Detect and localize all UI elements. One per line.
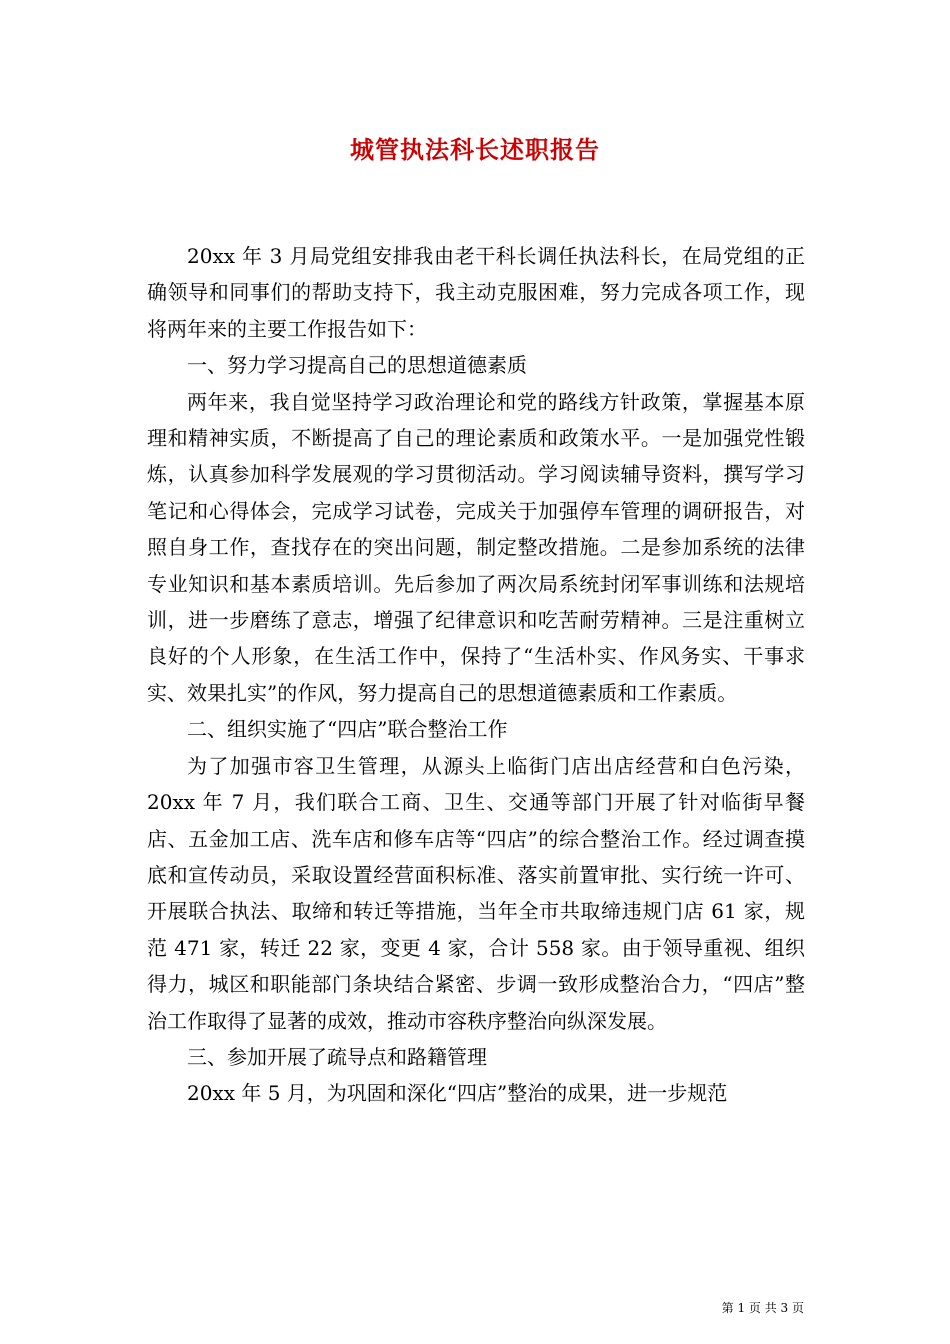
section-heading-1: 一、努力学习提高自己的思想道德素质 [187,353,527,378]
paragraph-section-3: 20xx 年 5 月，为巩固和深化“四店”整治的成果，进一步规范 [187,1081,728,1106]
paragraph-intro: 20xx 年 3 月局党组安排我由老干科长调任执法科长，在局党组的正确领导和同事们的帮助支持下，我主动克服困难，努力完成各项工作，现将两年来的主要工作报告如下： [147,244,805,341]
document-title: 城管执法科长述职报告 [350,135,600,164]
document-body [147,238,805,1112]
section-heading-2: 二、组织实施了“四店”联合整治工作 [187,717,508,742]
page-number: 第 1 页 共 3 页 [721,1301,804,1315]
section-heading-3: 三、参加开展了疏导点和路籍管理 [187,1044,487,1069]
paragraph-section-1: 两年来，我自觉坚持学习政治理论和党的路线方针政策，掌握基本原理和精神实质，不断提高了自己的理论素质和政策水平。一是加强党性锻炼，认真参加科学发展观的学习贯彻活动。学习阅读辅导资料，撰写学习笔记和心得体会，完成学习试卷，完成关于加强停车管理的调研报告，对照自身工作，查找存在的突出问题，制定整改措施。二是参加系统的法律专业知识和基本素质培训。先后参加了两次局系统封闭军事训练和法规培训，进一步磨练了意志，增强了纪律意识和吃苦耐劳精神。三是注重树立良好的个人形象，在生活工作中，保持了“生活朴实、作风务实、干事求实、效果扎实”的作风，努力提高自己的思想道德素质和工作素质。 [147,389,805,705]
paragraph-section-2: 为了加强市容卫生管理，从源头上临街门店出店经营和白色污染，20xx 年 7 月，我们联合工商、卫生、交通等部门开展了针对临街早餐店、五金加工店、洗车店和修车店等“四店”的综合整治工作。经过调查摸底和宣传动员，采取设置经营面积标准、落实前置审批、实行统一许可、开展联合执法、取缔和转迁等措施，当年全市共取缔违规门店 61 家，规范 471 家，转迁 22 家，变更 4 家，合计 558 家。由于领导重视、组织得力，城区和职能部门条块结合紧密、步调一致形成整治合力，“四店”整治工作取得了显著的成效，推动市容秩序整治向纵深发展。 [147,753,805,1033]
